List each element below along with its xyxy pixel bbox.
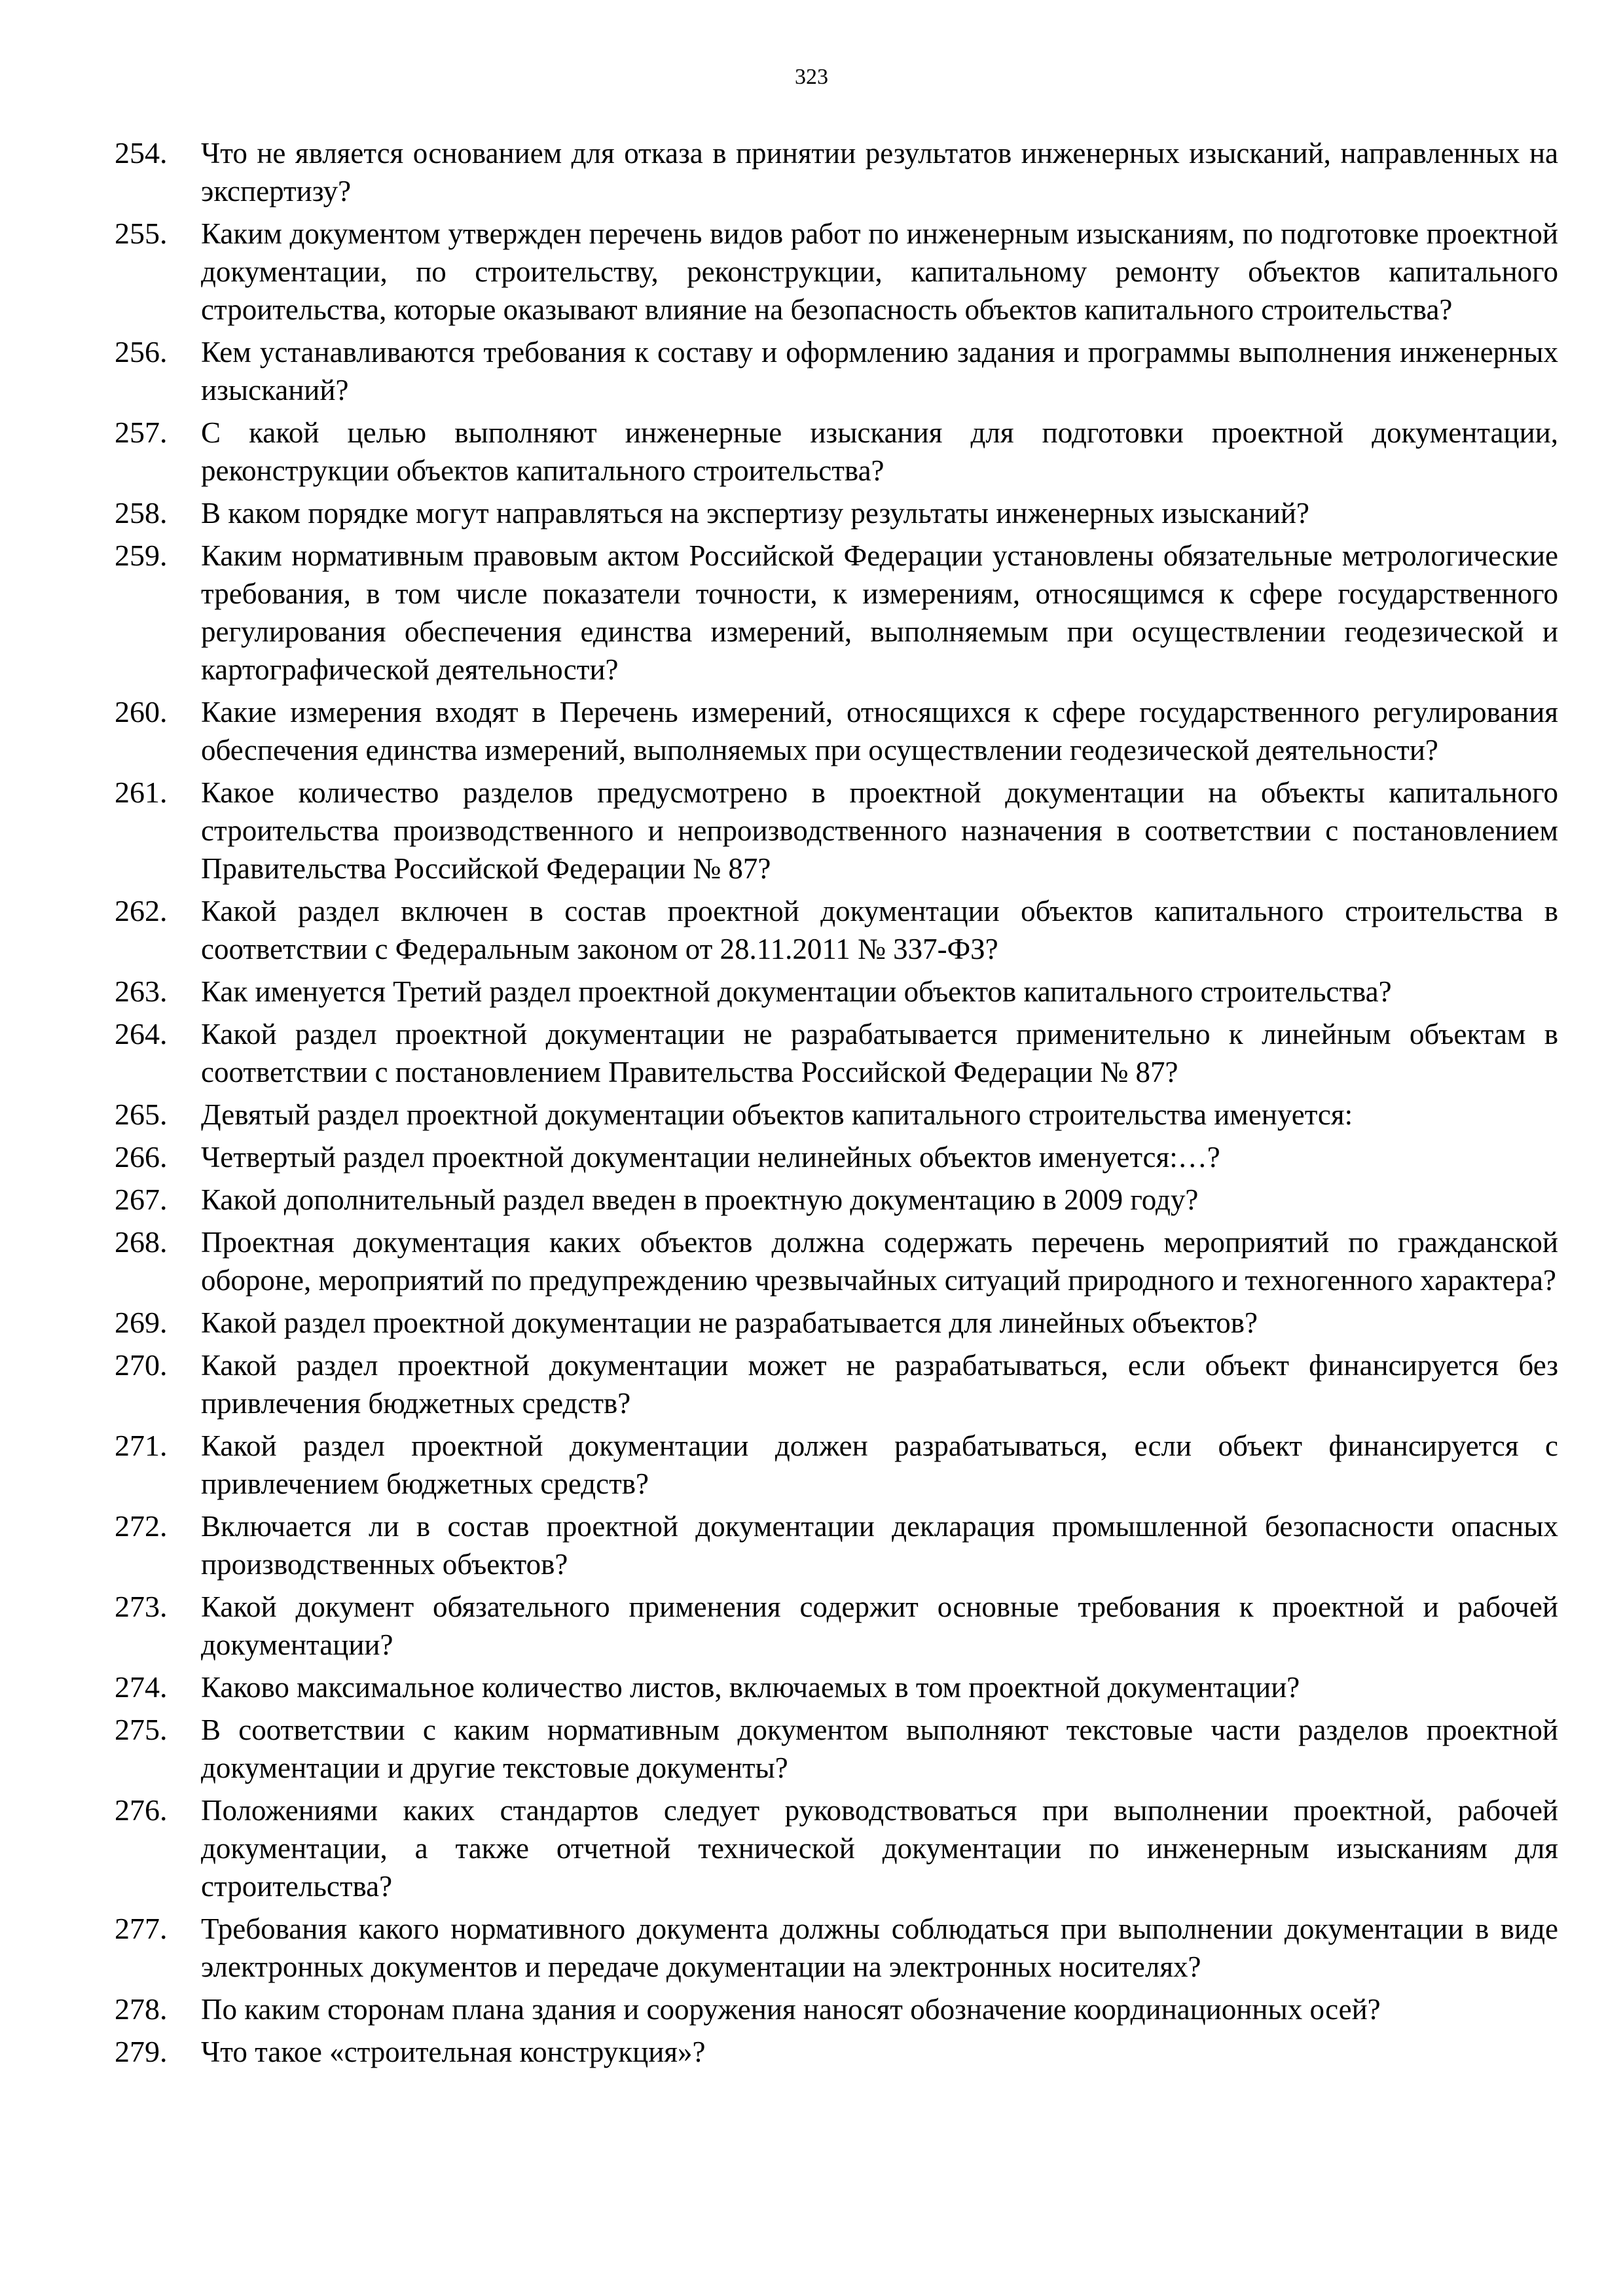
- list-item: [115, 1304, 1558, 1342]
- question-text: Включается ли в состав проектной документации декларация промышленной безопасности опасных производственных объектов?: [201, 1510, 1558, 1581]
- question-number: 267.: [115, 1183, 168, 1216]
- question-list: [115, 134, 1558, 2075]
- list-item: [115, 333, 1558, 409]
- question-text: Каково максимальное количество листов, включаемых в том проектной документации?: [201, 1671, 1300, 1704]
- question-text: Какой документ обязательного применения содержит основные требования к проектной и рабочей документации?: [201, 1590, 1558, 1661]
- question-number: 264.: [115, 1017, 168, 1050]
- list-item: [115, 1990, 1558, 2028]
- list-item: [115, 1223, 1558, 1299]
- question-number: 271.: [115, 1429, 168, 1462]
- list-item: [115, 1910, 1558, 1986]
- list-item: [115, 892, 1558, 968]
- question-number: 266.: [115, 1140, 168, 1174]
- list-item: [115, 134, 1558, 210]
- question-text: Каким документом утвержден перечень видов работ по инженерным изысканиям, по подготовке проектной документации, по строительству, реконструкции, капитальному ремонту объектов капитального строительства, которые оказывают влияние на безопасность объектов капитального строительства?: [201, 217, 1558, 326]
- question-number: 255.: [115, 217, 168, 250]
- question-number: 277.: [115, 1912, 168, 1945]
- question-number: 272.: [115, 1509, 168, 1543]
- list-item: [115, 1181, 1558, 1219]
- question-text: Как именуется Третий раздел проектной документации объектов капитального строительства?: [201, 975, 1392, 1008]
- question-text: С какой целью выполняют инженерные изыскания для подготовки проектной документации, реконструкции объектов капитального строительства?: [201, 416, 1558, 487]
- question-text: Какой раздел проектной документации может не разрабатываться, если объект финансируется без привлечения бюджетных средств?: [201, 1349, 1558, 1420]
- question-text: Какой раздел проектной документации не разрабатывается применительно к линейным объектам в соответствии с постановлением Правительства Российской Федерации № 87?: [201, 1018, 1558, 1088]
- question-number: 268.: [115, 1225, 168, 1259]
- list-item: [115, 1138, 1558, 1176]
- question-number: 263.: [115, 975, 168, 1008]
- list-item: [115, 774, 1558, 888]
- list-item: [115, 537, 1558, 689]
- question-text: Какое количество разделов предусмотрено в проектной документации на объекты капитального строительства производственного и непроизводственного назначения в соответствии с постановлением Правительства Российской Федерации № 87?: [201, 776, 1558, 885]
- question-text: Какой раздел проектной документации не разрабатывается для линейных объектов?: [201, 1306, 1258, 1339]
- question-number: 274.: [115, 1670, 168, 1704]
- question-number: 265.: [115, 1098, 168, 1131]
- question-text: Проектная документация каких объектов должна содержать перечень мероприятий по гражданской обороне, мероприятий по предупреждению чрезвычайных ситуаций природного и техногенного характера?: [201, 1226, 1558, 1297]
- list-item: [115, 1711, 1558, 1787]
- question-text: Какой раздел проектной документации должен разрабатываться, если объект финансируется с привлечением бюджетных средств?: [201, 1429, 1558, 1500]
- list-item: [115, 1427, 1558, 1503]
- question-number: 278.: [115, 1992, 168, 2026]
- question-text: Четвертый раздел проектной документации нелинейных объектов именуется:…?: [201, 1141, 1220, 1174]
- list-item: [115, 1791, 1558, 1905]
- list-item: [115, 494, 1558, 532]
- question-number: 270.: [115, 1348, 168, 1382]
- question-text: Требования какого нормативного документа должны соблюдаться при выполнении документации в виде электронных документов и передаче документации на электронных носителях?: [201, 1912, 1558, 1983]
- question-text: Каким нормативным правовым актом Российской Федерации установлены обязательные метрологические требования, в том числе показатели точности, к измерениям, относящимся к сфере государственного регулирования обеспечения единства измерений, выполняемым при осуществлении геодезической и картографической деятельности?: [201, 539, 1558, 686]
- question-number: 261.: [115, 776, 168, 809]
- question-number: 262.: [115, 894, 168, 927]
- question-text: Кем устанавливаются требования к составу и оформлению задания и программы выполнения инженерных изысканий?: [201, 336, 1558, 406]
- question-number: 259.: [115, 539, 168, 572]
- question-text: Какой дополнительный раздел введен в проектную документацию в 2009 году?: [201, 1183, 1199, 1216]
- question-number: 254.: [115, 136, 168, 170]
- list-item: [115, 1507, 1558, 1583]
- question-number: 257.: [115, 416, 168, 449]
- question-number: 269.: [115, 1306, 168, 1339]
- question-text: По каким сторонам плана здания и сооружения наносят обозначение координационных осей?: [201, 1993, 1381, 2026]
- list-item: [115, 215, 1558, 329]
- question-number: 279.: [115, 2035, 168, 2068]
- question-text: В каком порядке могут направляться на экспертизу результаты инженерных изысканий?: [201, 497, 1309, 529]
- question-text: Положениями каких стандартов следует руководствоваться при выполнении проектной, рабочей документации, а также отчетной технической документации по инженерным изысканиям для строительства?: [201, 1794, 1558, 1903]
- list-item: [115, 1668, 1558, 1706]
- list-item: [115, 1015, 1558, 1091]
- question-text: В соответствии с каким нормативным документом выполняют текстовые части разделов проектной документации и другие текстовые документы?: [201, 1713, 1558, 1784]
- list-item: [115, 973, 1558, 1011]
- question-number: 275.: [115, 1713, 168, 1746]
- question-text: Какие измерения входят в Перечень измерений, относящихся к сфере государственного регулирования обеспечения единства измерений, выполняемых при осуществлении геодезической деятельности?: [201, 696, 1558, 766]
- question-text: Девятый раздел проектной документации объектов капитального строительства именуется:: [201, 1098, 1353, 1131]
- question-text: Что не является основанием для отказа в принятии результатов инженерных изысканий, направленных на экспертизу?: [201, 137, 1558, 207]
- question-number: 260.: [115, 695, 168, 728]
- list-item: [115, 1096, 1558, 1134]
- list-item: [115, 1588, 1558, 1664]
- question-number: 258.: [115, 496, 168, 529]
- list-item: [115, 414, 1558, 490]
- list-item: [115, 693, 1558, 769]
- question-number: 273.: [115, 1590, 168, 1623]
- question-number: 276.: [115, 1793, 168, 1827]
- list-item: [115, 1346, 1558, 1422]
- question-text: Что такое «строительная конструкция»?: [201, 2036, 706, 2068]
- question-number: 256.: [115, 335, 168, 368]
- list-item: [115, 2033, 1558, 2071]
- question-text: Какой раздел включен в состав проектной документации объектов капитального строительства в соответствии с Федеральным законом от 28.11.2011 № 337-ФЗ?: [201, 895, 1558, 965]
- page-number: 323: [795, 65, 828, 89]
